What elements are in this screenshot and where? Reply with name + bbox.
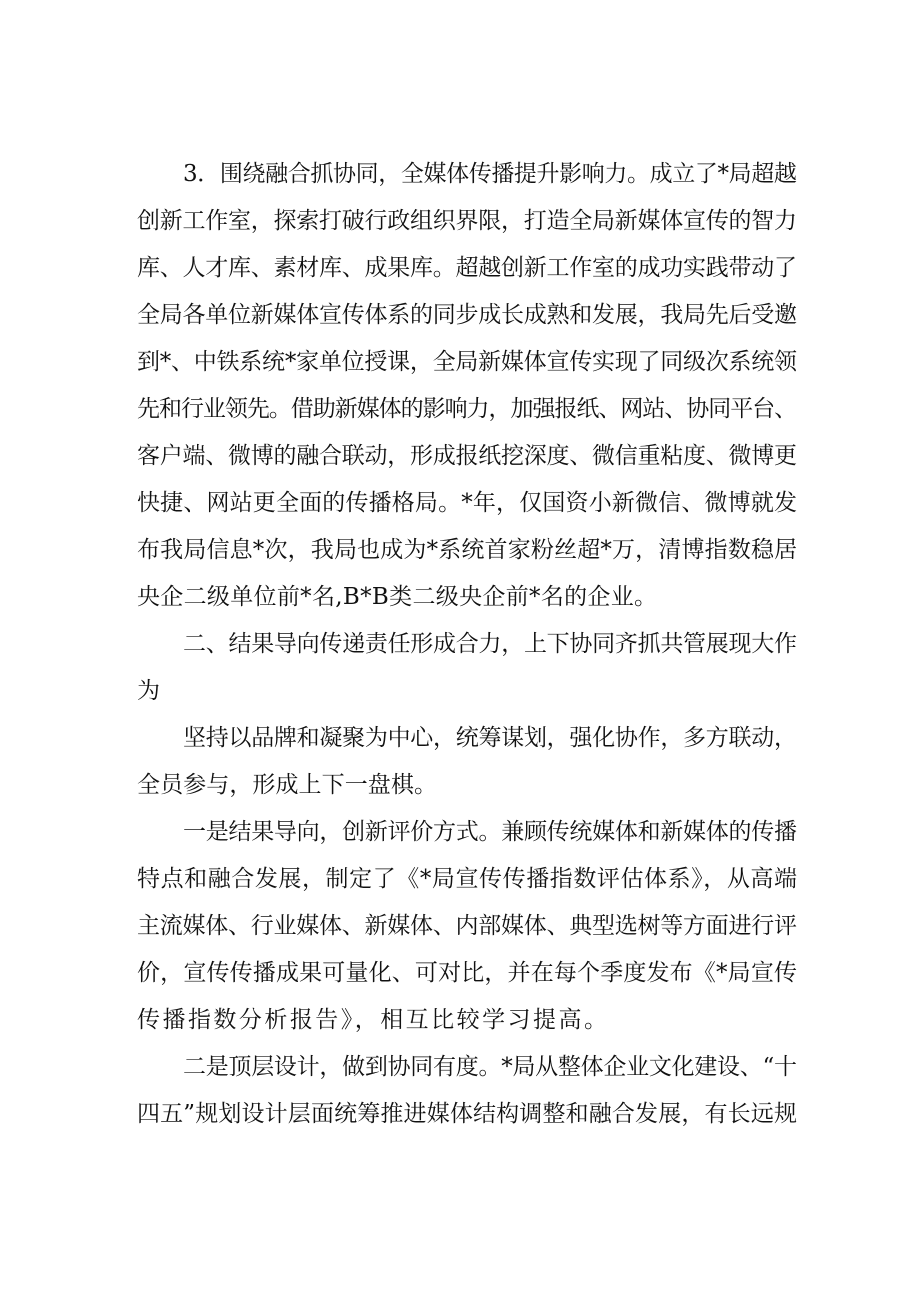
paragraph-3-line-4: 全局各单位新媒体宣传体系的同步成长成熟和发展，我局先后受邀 bbox=[137, 302, 797, 328]
paragraph-3-line-5: 到*、中铁系统*家单位授课，全局新媒体宣传实现了同级次系统领 bbox=[137, 349, 797, 375]
paragraph-3-line-8: 快捷、网站更全面的传播格局。*年，仅国资小新微信、微博就发 bbox=[137, 490, 798, 516]
point-one-line-5: 传播指数分析报告》，相互比较学习提高。 bbox=[137, 1007, 610, 1033]
paragraph-3-line-9: 布我局信息*次，我局也成为*系统首家粉丝超*万，清博指数稳居 bbox=[137, 537, 798, 563]
point-one-line-2: 特点和融合发展，制定了《*局宣传传播指数评估体系》，从高端 bbox=[137, 866, 798, 892]
section-heading-line-1: 二、结果导向传递责任形成合力，上下协同齐抓共管展现大作 bbox=[183, 631, 797, 657]
point-one-line-4: 价，宣传传播成果可量化、可对比，并在每个季度发布《*局宣传 bbox=[137, 960, 798, 986]
section-heading-line-2: 为 bbox=[137, 678, 160, 704]
paragraph-3-line-3: 库、人才库、素材库、成果库。超越创新工作室的成功实践带动了 bbox=[137, 255, 797, 281]
section-intro-line-2: 全员参与，形成上下一盘棋。 bbox=[137, 772, 438, 798]
point-two-line-1: 二是顶层设计，做到协同有度。*局从整体企业文化建设、“十 bbox=[183, 1054, 797, 1080]
paragraph-3-line-6: 先和行业领先。借助新媒体的影响力，加强报纸、网站、协同平台、 bbox=[137, 396, 797, 422]
paragraph-3-line-7: 客户端、微博的融合联动，形成报纸挖深度、微信重粘度、微博更 bbox=[137, 443, 797, 469]
point-one-line-1: 一是结果导向，创新评价方式。兼顾传统媒体和新媒体的传播 bbox=[183, 819, 797, 845]
paragraph-3-line-10: 央企二级单位前*名,B*B类二级央企前*名的企业。 bbox=[137, 584, 658, 610]
paragraph-3-line-1: 3．围绕融合抓协同，全媒体传播提升影响力。成立了*局超越 bbox=[183, 161, 797, 187]
point-two-line-2: 四五”规划设计层面统筹推进媒体结构调整和融合发展，有长远规 bbox=[137, 1101, 798, 1127]
section-intro-line-1: 坚持以品牌和凝聚为中心，统筹谋划，强化协作，多方联动， bbox=[183, 725, 797, 751]
paragraph-3-line-2: 创新工作室，探索打破行政组织界限，打造全局新媒体宣传的智力 bbox=[137, 208, 797, 234]
point-one-line-3: 主流媒体、行业媒体、新媒体、内部媒体、典型选树等方面进行评 bbox=[137, 913, 797, 939]
